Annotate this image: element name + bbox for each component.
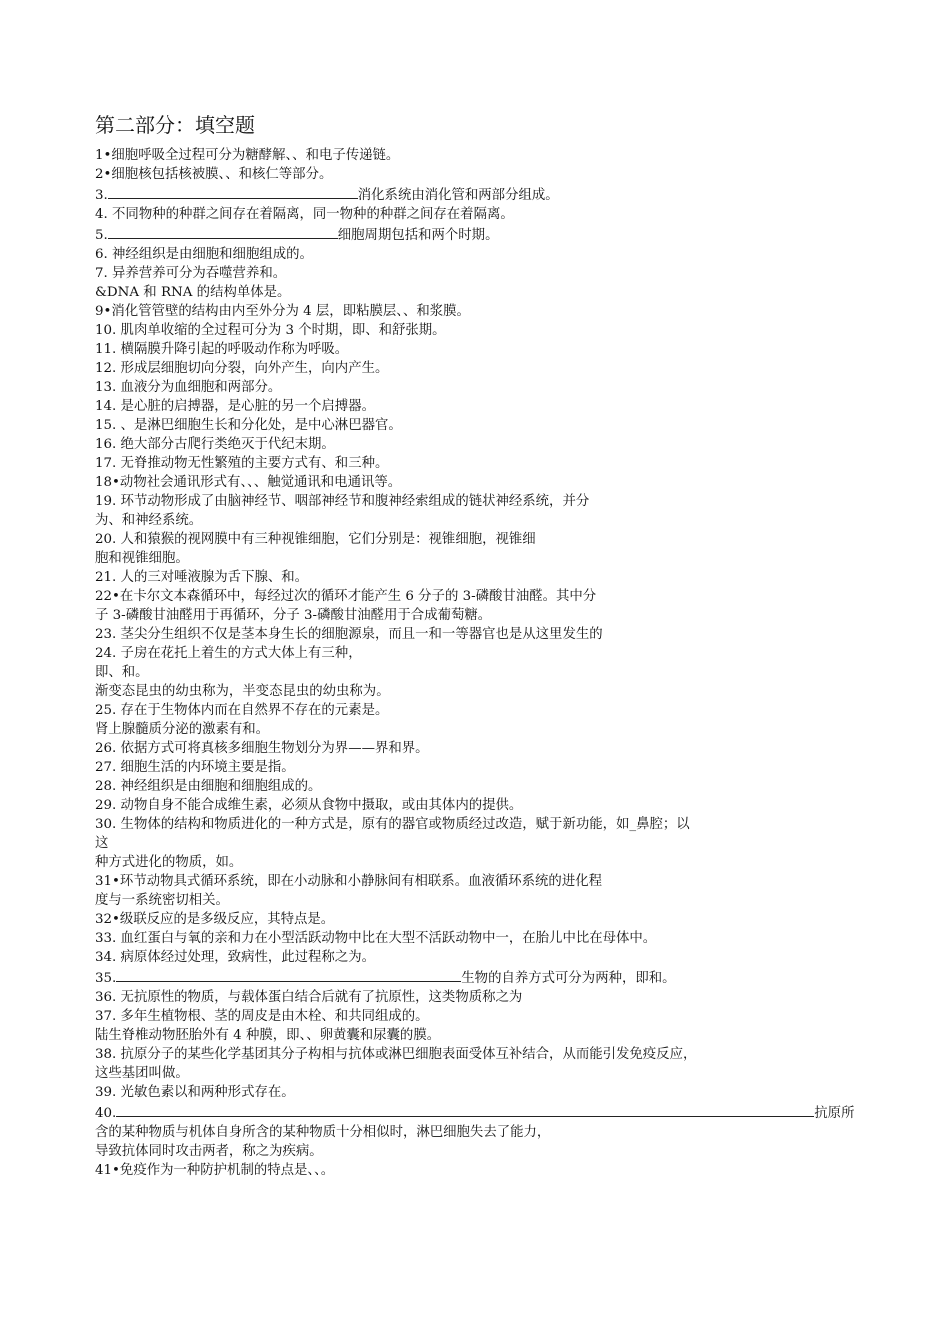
- question-line: 4. 不同物种的种群之间存在着隔离，同一物种的种群之间存在着隔离。: [95, 207, 514, 222]
- fill-blank: [108, 224, 338, 239]
- question-line: 15. 、是淋巴细胞生长和分化处，是中心淋巴器官。: [95, 418, 402, 433]
- question-line: 种方式进化的物质，如。: [95, 855, 243, 870]
- question-line: 24. 子房在花托上着生的方式大体上有三种，: [95, 646, 362, 661]
- question-line: 26. 依据方式可将真核多细胞生物划分为界——界和界。: [95, 741, 429, 756]
- question-number: 5.: [95, 228, 108, 243]
- question-line: [95, 224, 855, 245]
- question-line: 即、和。: [95, 665, 149, 680]
- question-line: [95, 967, 855, 988]
- question-line: 28. 神经组织是由细胞和细胞组成的。: [95, 779, 322, 794]
- question-text: 消化系统由消化管和两部分组成。: [357, 188, 559, 203]
- question-line: 11. 横隔膜升降引起的呼吸动作称为呼吸。: [95, 342, 349, 357]
- question-line: &DNA 和 RNA 的结构单体是。: [95, 285, 291, 300]
- question-line: 14. 是心脏的启搏器，是心脏的另一个启搏器。: [95, 399, 375, 414]
- question-text: 生物的自养方式可分为两种，即和。: [461, 971, 676, 986]
- question-line: 38. 抗原分子的某些化学基团其分子构相与抗体或淋巴细胞表面受体互补结合，从而能引发免疫反应，: [95, 1047, 697, 1062]
- question-line: 21. 人的三对唾液腺为舌下腺、和。: [95, 570, 309, 585]
- question-line: 18•动物社会通讯形式有、、、触觉通讯和电通讯等。: [95, 475, 402, 490]
- question-line: 39. 光敏色素以和两种形式存在。: [95, 1085, 295, 1100]
- question-line: 23. 茎尖分生组织不仅是茎本身生长的细胞源泉，而且一和一等器官也是从这里发生的: [95, 627, 603, 642]
- question-line: 为、和神经系统。: [95, 513, 203, 528]
- question-line: 陆生脊椎动物胚胎外有 4 种膜，即、、卵黄囊和尿囊的膜。: [95, 1028, 441, 1043]
- question-line: 37. 多年生植物根、茎的周皮是由木栓、和共同组成的。: [95, 1009, 429, 1024]
- question-line: 34. 病原体经过处理，致病性，此过程称之为。: [95, 950, 375, 965]
- fill-blank: [108, 184, 358, 199]
- fill-blank: [116, 1102, 814, 1117]
- question-text: 细胞周期包括和两个时期。: [337, 228, 499, 243]
- section-title: 第二部分：填空题: [95, 113, 255, 137]
- question-line: 27. 细胞生活的内环境主要是指。: [95, 760, 295, 775]
- question-line: 32•级联反应的是多级反应，其特点是。: [95, 912, 335, 927]
- question-line: 6. 神经组织是由细胞和细胞组成的。: [95, 247, 313, 262]
- question-line: 30. 生物体的结构和物质进化的一种方式是，原有的器官或物质经过改造，赋于新功能，如_鼻腔；以: [95, 817, 690, 832]
- question-line: 度与一系统密切相关。: [95, 893, 229, 908]
- question-number: 3.: [95, 188, 108, 203]
- question-number: 35.: [95, 971, 117, 986]
- question-line: 导致抗体同时攻击两者，称之为疾病。: [95, 1144, 323, 1159]
- question-line: 13. 血液分为血细胞和两部分。: [95, 380, 282, 395]
- question-line: 子 3-磷酸甘油醛用于再循环，分子 3-磷酸甘油醛用于合成葡萄糖。: [95, 608, 492, 623]
- question-line: 31•环节动物具式循环系统，即在小动脉和小静脉间有相联系。血液循环系统的进化程: [95, 874, 602, 889]
- question-line: 胞和视锥细胞。: [95, 551, 189, 566]
- question-line: 这: [95, 836, 109, 851]
- question-line: 20. 人和猿猴的视网膜中有三种视锥细胞，它们分别是：视锥细胞，视锥细: [95, 532, 536, 547]
- question-line: 16. 绝大部分古爬行类绝灭于代纪末期。: [95, 437, 335, 452]
- fill-blank: [116, 967, 461, 982]
- question-line: 41•免疫作为一种防护机制的特点是、、。: [95, 1163, 335, 1178]
- document-page: [95, 112, 855, 1180]
- question-line: [95, 184, 855, 205]
- question-line: 36. 无抗原性的物质，与载体蛋白结合后就有了抗原性，这类物质称之为: [95, 990, 523, 1005]
- question-line: 2•细胞核包括核被膜、、和核仁等部分。: [95, 167, 333, 182]
- question-text: 抗原所: [814, 1106, 855, 1121]
- question-line: [95, 1102, 855, 1123]
- question-line: 17. 无脊推动物无性繁殖的主要方式有、和三种。: [95, 456, 389, 471]
- question-line: 这些基团叫做。: [95, 1066, 189, 1081]
- question-number: 40.: [95, 1106, 117, 1121]
- question-list: [95, 146, 855, 1180]
- question-line: 含的某种物质与机体自身所含的某种物质十分相似时，淋巴细胞失去了能力，: [95, 1125, 551, 1140]
- question-line: 33. 血红蛋白与氧的亲和力在小型活跃动物中比在大型不活跃动物中一，在胎儿中比在母体中。: [95, 931, 657, 946]
- question-line: 19. 环节动物形成了由脑神经节、咽部神经节和腹神经索组成的链状神经系统，并分: [95, 494, 590, 509]
- question-line: 25. 存在于生物体内而在自然界不存在的元素是。: [95, 703, 389, 718]
- question-line: 渐变态昆虫的幼虫称为，半变态昆虫的幼虫称为。: [95, 684, 390, 699]
- question-line: 1•细胞呼吸全过程可分为糖酵解、、和电子传递链。: [95, 148, 400, 163]
- question-line: 29. 动物自身不能合成维生素，必须从食物中摄取，或由其体内的提供。: [95, 798, 523, 813]
- question-line: 10. 肌肉单收缩的全过程可分为 3 个时期，即、和舒张期。: [95, 323, 446, 338]
- question-line: 肾上腺髓质分泌的激素有和。: [95, 722, 270, 737]
- question-line: 7. 异养营养可分为吞噬营养和。: [95, 266, 287, 281]
- question-line: 12. 形成层细胞切向分裂，向外产生，向内产生。: [95, 361, 389, 376]
- question-line: 9•消化管管壁的结构由内至外分为 4 层，即粘膜层、、和浆膜。: [95, 304, 470, 319]
- question-line: 22•在卡尔文本森循环中，每经过次的循环才能产生 6 分子的 3-磷酸甘油醛。其中分: [95, 589, 597, 604]
